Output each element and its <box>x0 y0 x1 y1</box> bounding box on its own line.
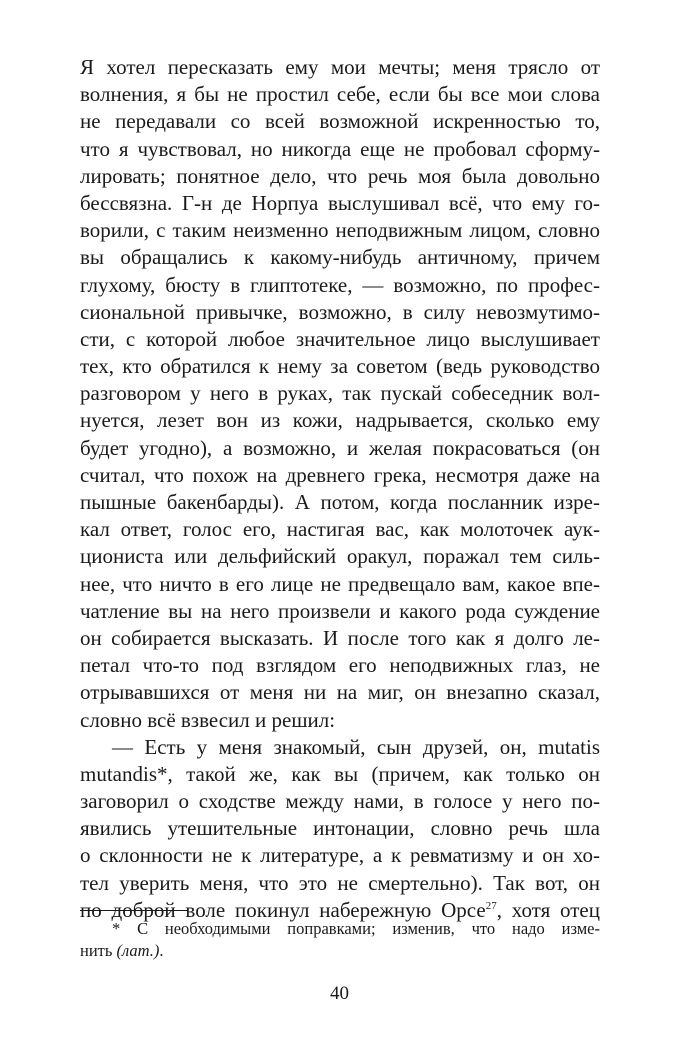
text-line: тел уверить меня, что это не смертельно). Так вот, он <box>80 870 600 895</box>
text-line: сиональной привычке, возможно, в силу невозмутимо- <box>80 299 600 324</box>
text-line: вы обращались к какому-нибудь античному, причем <box>80 245 600 270</box>
text-line: считал, что похож на древнего грека, несмотря даже на <box>80 462 600 487</box>
text-line: о склонности не к литературе, а к ревматизму и он хо- <box>80 843 600 868</box>
text-line: отрывавшихся от меня ни на миг, он внезапно сказал, <box>80 680 600 705</box>
text-line: нуется, лезет вон из кожи, надрывается, сколько ему <box>80 408 600 433</box>
text-line: что я чувствовал, но никогда еще не пробовал сформу- <box>80 136 600 161</box>
text-line: он собирается высказать. И после того как я долго ле- <box>80 625 600 650</box>
text-line: Я хотел пересказать ему мои мечты; меня трясло от <box>80 55 600 79</box>
footnote <box>80 918 600 962</box>
text-line: явились утешительные интонации, словно речь шла <box>80 816 600 841</box>
text-line: словно всё взвесил и решил: <box>80 707 336 732</box>
text-line: бессвязна. Г-н де Норпуа выслушивал всё, что ему го- <box>80 190 600 215</box>
text-line: не передавали со всей возможной искренностью то, <box>80 109 600 134</box>
text-line: глухому, бюсту в глиптотеке, — возможно, по профес- <box>80 272 600 297</box>
footnote-line <box>80 940 600 962</box>
text-line: mutandis*, такой же, как вы (причем, как только он <box>80 761 600 786</box>
endnote-reference: 27 <box>485 899 497 912</box>
text-line: заговорил о сходстве между нами, в голосе у него по- <box>80 789 600 814</box>
footnote-punctuation: . <box>159 941 164 960</box>
footnote-language-note: (лат.) <box>116 941 160 960</box>
text-line: будет угодно), а возможно, и желая покрасоваться (он <box>80 435 600 460</box>
text-line: циониста или дельфийский оракул, поражал тем силь- <box>80 544 600 569</box>
text-segment: , хотя отец <box>496 897 600 922</box>
footnote-line: * С необходимыми поправками; изменив, что надо изме- <box>112 919 600 938</box>
page-number: 40 <box>330 983 349 1004</box>
text-line: ворили, с таким неизменно неподвижным лицом, словно <box>80 218 600 243</box>
text-line: пышные бакенбарды). А потом, когда посланник изре- <box>80 490 600 514</box>
text-line: нее, что ничто в его лице не предвещало вам, какое впе- <box>80 571 600 596</box>
text-line: лировать; понятное дело, что речь моя была довольно <box>80 163 600 188</box>
main-text <box>80 54 600 924</box>
text-line: волнения, я бы не простил себе, если бы все мои слова <box>80 82 600 107</box>
text-line: чатление вы на него произвели и какого рода суждение <box>80 598 600 623</box>
footnote-text: нить <box>80 941 117 960</box>
text-line: кал ответ, голос его, настигая вас, как молоточек аук- <box>80 517 600 542</box>
text-line: сти, с которой любое значительное лицо выслушивает <box>80 326 600 351</box>
text-line: петал что-то под взглядом его неподвижных глаз, не <box>80 653 600 678</box>
text-line: разговором у него в руках, так пускай собеседник вол- <box>80 381 600 406</box>
footnote-divider <box>80 910 188 911</box>
text-line: тех, кто обратился к нему за советом (ведь руководство <box>80 354 600 379</box>
text-line: — Есть у меня знакомый, сын друзей, он, mutatis <box>112 734 600 759</box>
text-segment: по доброй воле покинул набережную Орсе <box>80 897 486 922</box>
